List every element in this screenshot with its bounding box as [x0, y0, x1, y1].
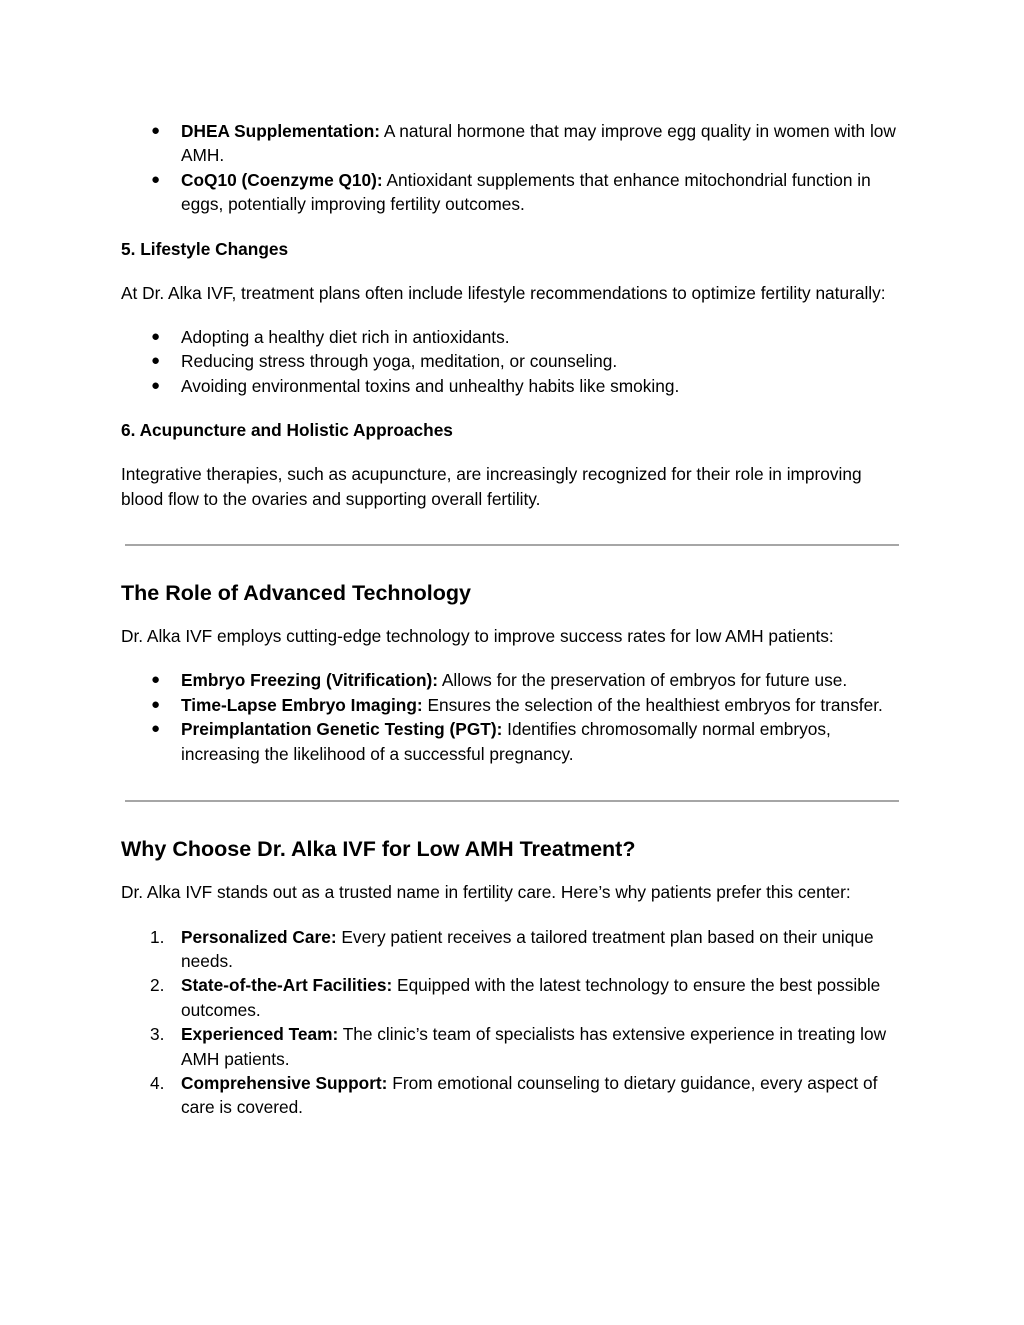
- bullet-icon: ●: [151, 671, 161, 689]
- list-item-term: State-of-the-Art Facilities:: [181, 975, 393, 996]
- acupuncture-heading: 6. Acupuncture and Holistic Approaches: [121, 420, 453, 441]
- section-divider: [125, 800, 899, 802]
- list-item-text: Reducing stress through yoga, meditation, or counseling.: [181, 351, 618, 372]
- list-item: [121, 668, 905, 692]
- list-number: 2.: [150, 975, 165, 996]
- list-item-text: Every patient receives a tailored treatment plan based on their unique needs.: [181, 926, 874, 971]
- list-item-text: Antioxidant supplements that enhance mitochondrial function in eggs, potentially improving fertility outcomes.: [181, 169, 871, 215]
- list-item: [121, 325, 905, 349]
- list-item: [121, 717, 905, 766]
- list-item: [121, 925, 905, 974]
- list-item-term: Time-Lapse Embryo Imaging:: [181, 694, 423, 715]
- list-item-text: Avoiding environmental toxins and unhealthy habits like smoking.: [181, 375, 680, 396]
- list-item: [121, 168, 905, 217]
- list-item-term: CoQ10 (Coenzyme Q10):: [181, 169, 383, 190]
- list-number: 3.: [150, 1024, 165, 1045]
- list-item: [121, 973, 905, 1022]
- section-divider: [125, 544, 899, 546]
- bullet-icon: ●: [151, 376, 161, 394]
- lifestyle-intro: At Dr. Alka IVF, treatment plans often include lifestyle recommendations to optimize fertility naturally:: [121, 282, 886, 303]
- list-number: 4.: [150, 1072, 165, 1093]
- list-item-term: Preimplantation Genetic Testing (PGT):: [181, 719, 503, 740]
- list-item-text: The clinic’s team of specialists has extensive experience in treating low AMH patients.: [181, 1024, 887, 1069]
- bullet-icon: ●: [151, 170, 161, 188]
- list-item: [121, 1022, 905, 1071]
- why-list: [121, 925, 905, 1120]
- why-intro: Dr. Alka IVF stands out as a trusted name in fertility care. Here’s why patients prefer this center:: [121, 882, 851, 903]
- document-content: [121, 119, 905, 1120]
- supplement-list: [121, 119, 905, 217]
- list-item-text: Allows for the preservation of embryos for future use.: [441, 670, 848, 691]
- technology-list: [121, 668, 905, 766]
- list-item: [121, 693, 905, 717]
- bullet-icon: ●: [151, 352, 161, 370]
- list-item: [121, 374, 905, 398]
- why-heading: Why Choose Dr. Alka IVF for Low AMH Treatment?: [121, 837, 636, 862]
- list-item-text: A natural hormone that may improve egg quality in women with low AMH.: [181, 121, 896, 166]
- list-item: [121, 119, 905, 168]
- list-item-term: Experienced Team:: [181, 1024, 339, 1045]
- list-item-term: Comprehensive Support:: [181, 1072, 388, 1093]
- technology-intro: Dr. Alka IVF employs cutting-edge technology to improve success rates for low AMH patients:: [121, 626, 834, 647]
- list-item-term: DHEA Supplementation:: [181, 121, 381, 141]
- list-item-text: From emotional counseling to dietary guidance, every aspect of care is covered.: [181, 1072, 878, 1118]
- lifestyle-heading: 5. Lifestyle Changes: [121, 238, 289, 259]
- lifestyle-list: [121, 325, 905, 398]
- list-item-text: Identifies chromosomally normal embryos, increasing the likelihood of a successful pregnancy.: [181, 719, 831, 764]
- list-number: 1.: [150, 926, 165, 947]
- list-item: [121, 349, 905, 373]
- technology-heading: The Role of Advanced Technology: [121, 581, 472, 606]
- bullet-icon: ●: [151, 122, 161, 139]
- list-item-term: Embryo Freezing (Vitrification):: [181, 670, 439, 691]
- acupuncture-text: Integrative therapies, such as acupuncture, are increasingly recognized for their role in improving blood flow to the ovaries and supporting overall fertility.: [121, 464, 862, 509]
- list-item: [121, 1071, 905, 1120]
- list-item-text: Ensures the selection of the healthiest embryos for transfer.: [427, 694, 883, 715]
- bullet-icon: ●: [151, 695, 161, 713]
- list-item-text: Adopting a healthy diet rich in antioxidants.: [181, 327, 510, 348]
- list-item-text: Equipped with the latest technology to ensure the best possible outcomes.: [181, 975, 881, 1020]
- bullet-icon: ●: [151, 328, 161, 346]
- list-item-term: Personalized Care:: [181, 926, 337, 947]
- bullet-icon: ●: [151, 720, 161, 738]
